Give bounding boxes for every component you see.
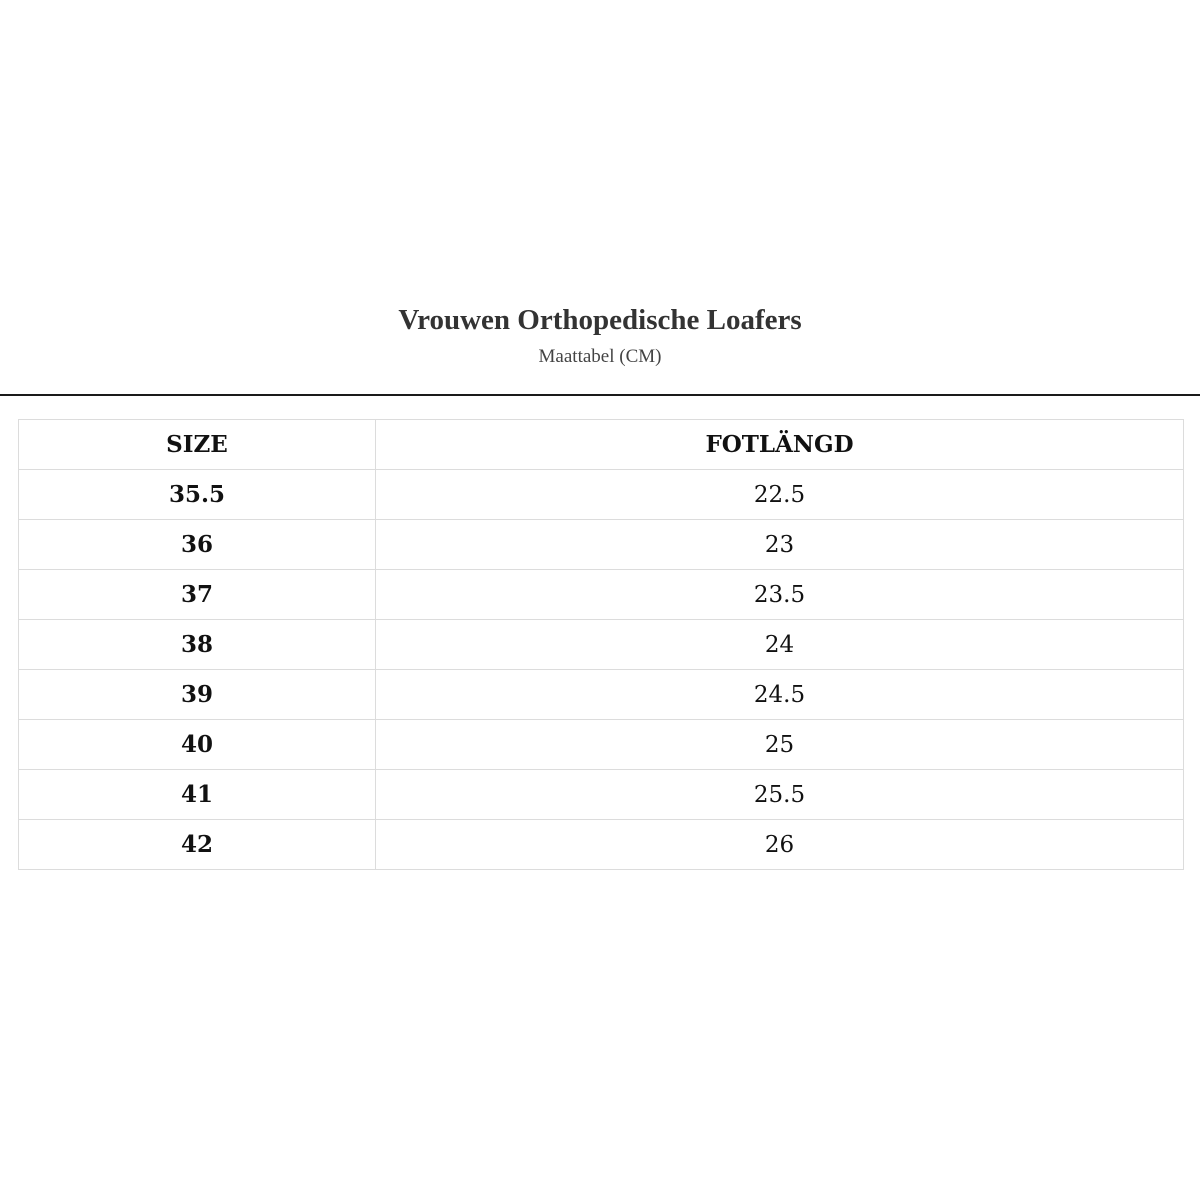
table-row	[19, 470, 1184, 520]
size-cell: 36	[19, 520, 376, 570]
table-header-row	[19, 420, 1184, 470]
table-row	[19, 820, 1184, 870]
column-header-foot-length: FOTLÄNGD	[376, 420, 1184, 470]
table-row	[19, 620, 1184, 670]
size-chart-table	[18, 419, 1184, 870]
size-cell: 40	[19, 720, 376, 770]
foot-length-cell: 22.5	[376, 470, 1184, 520]
page-subtitle: Maattabel (CM)	[538, 346, 662, 367]
table-row	[19, 670, 1184, 720]
size-cell: 39	[19, 670, 376, 720]
foot-length-cell: 26	[376, 820, 1184, 870]
foot-length-cell: 24	[376, 620, 1184, 670]
size-cell: 38	[19, 620, 376, 670]
foot-length-cell: 25	[376, 720, 1184, 770]
table-row	[19, 720, 1184, 770]
column-header-size: SIZE	[19, 420, 376, 470]
foot-length-cell: 24.5	[376, 670, 1184, 720]
foot-length-cell: 23	[376, 520, 1184, 570]
foot-length-cell: 25.5	[376, 770, 1184, 820]
size-cell: 41	[19, 770, 376, 820]
header-divider	[0, 394, 1200, 396]
table-row	[19, 520, 1184, 570]
size-cell: 35.5	[19, 470, 376, 520]
size-cell: 37	[19, 570, 376, 620]
page-title: Vrouwen Orthopedische Loafers	[398, 304, 802, 336]
table-row	[19, 570, 1184, 620]
table-row	[19, 770, 1184, 820]
foot-length-cell: 23.5	[376, 570, 1184, 620]
size-cell: 42	[19, 820, 376, 870]
